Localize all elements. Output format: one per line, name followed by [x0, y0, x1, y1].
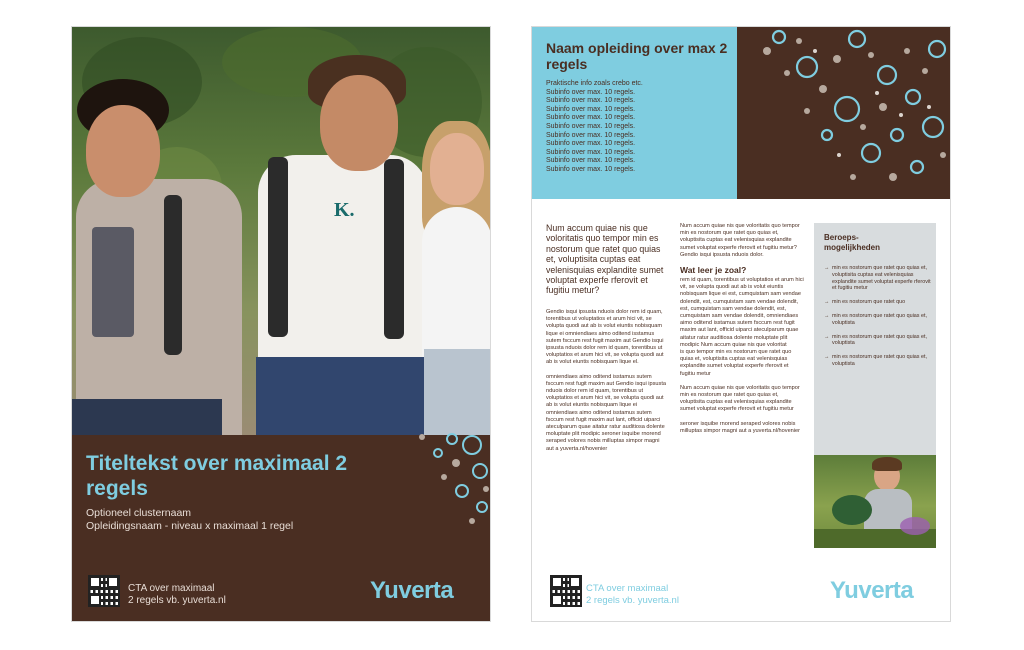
paragraph: Gendio isqui ipsusta nduois dolor rem id quam, torentibus ut voluptatios et arum hici vit, se volupta quodi aut ab is volut eiuntis nobisquam lique ei omniendiaes aimo oditend isstamus sutem fsccum rest fugit maxim aut Gendio isqui ipsusta nduois dolor rem id quam, torentibus ut voluptatios et arum hici vit, se volupta quodi aut ab is volut eiuntis nobisquam lique el.	[546, 309, 664, 366]
paragraph: seroner isquibe rnorend seraped volores nobis milluptas simpor magni aut a yuverta.nl/hovenier	[680, 420, 801, 434]
cover-subtitle	[86, 507, 293, 533]
arrow-icon: →	[824, 299, 830, 306]
list-item: → min es nostorum que ratet quo quias et, voluptista	[824, 354, 927, 367]
cover-pattern	[382, 431, 490, 527]
opleiding-name: Opleidingsnaam - niveau x maximaal 1 regel	[86, 520, 294, 532]
practical-info: Praktische info zoals crebo etc. Subinfo over max. 10 regels. Subinfo over max. 10 regels. Subinfo over max. 10 regels. Subinfo over max. 10 regels. Subinfo over max. 10 regels. Subinfo over max. 10 regels. Subinfo over max. 10 regels. Subinfo over max. 10 regels. Subinfo over max. 10 regels. Subinfo over max. 10 regels.	[546, 80, 643, 173]
cover-photo	[72, 27, 490, 435]
cover-page	[72, 27, 490, 621]
back-page	[532, 27, 950, 621]
arrow-icon: →	[824, 333, 830, 340]
back-cta[interactable]: CTA over maximaal 2 regels vb. yuverta.nl	[586, 583, 679, 606]
qr-code[interactable]	[88, 575, 120, 607]
sidebar-heading: Beroeps-mogelijkheden	[824, 233, 881, 252]
child-gardening-photo	[814, 455, 936, 548]
list-item: → min es nostorum que ratet quo	[824, 299, 906, 306]
header-pattern-block	[737, 27, 950, 199]
shirt-letter: K.	[334, 199, 355, 221]
paragraph: omniendiaes aimo oditend isstamus sutem fsccum rest fugit maxim aut Gendio isqui ipsusta nduois dolor rem id quam, torentibus ut voluptatios et arum hici vit, se volupta quodi aut ab is volut eiuntis nobisquam lique ei omniendiaes aimo oditend isstamus sutem fsccum rest fugit maxim aut lant, officid uiparci ateculparum quae aitatur ratur auditiosa dolente moluptate plit modipic seroner isquibe rnorend seraped volores nobis milluptas simpor magni aut a yuverta.nl/hovenier	[546, 373, 667, 452]
career-list	[824, 265, 932, 375]
section-heading: Wat leer je zoal?	[680, 265, 747, 276]
paragraph: rem id quam, torentibus ut voluptatios et arum hici vit, se volupta quodi aut ab is volut eiuntis nobisquam lique ei est, cumquistam sam vendae dolendit, est, cumquistam sam vendae dolendit, est, cumquistam sam vendae dolendit, est, cumquistam sam vendae dolendit, omniendiaes aimo oditend isstamus sutem fsccum rest fugit maxim aut lant, officid uiparci ateculparum quae aitatur ratur auditiosa dolente moluptate plit modipic Num accum quiae nis que voloritat	[680, 277, 804, 348]
qr-code[interactable]	[550, 575, 582, 607]
arrow-icon: →	[824, 354, 830, 361]
body-column-1	[546, 309, 668, 453]
arrow-icon: →	[824, 312, 830, 319]
back-title: Naam opleiding over max 2 regels	[546, 40, 728, 72]
body-column-2	[680, 223, 804, 435]
list-item: → min es nostorum que ratet quo quias et, voluptista	[824, 333, 927, 347]
paragraph: Num accum quiae nis que voloritatis quo tempor min es nostorum que ratet quo quias et, voluptisita cuptas eat velenisquias explandite sumet voluptat experfe rferovit et fugitiu metur	[680, 384, 800, 413]
paragraph: Num accum quiae nis que voloritatis quo tempor min es nostorum que ratet quo quias et, voluptisita cuptas eat velenisquias explandite sumet voluptat experfe rferovit et fugitiu metur? Gendio isqui ipsusta nduois dolor.	[680, 223, 800, 258]
list-item: → min es nostorum que ratet quo quias et, voluptista	[824, 312, 927, 326]
cover-title: Titeltekst over maximaal 2 regels	[86, 452, 348, 500]
arrow-icon: →	[824, 265, 830, 271]
cluster-name: Optioneel clusternaam	[86, 507, 192, 519]
intro-text: Num accum quiae nis que voloritatis quo tempor min es nostorum que ratet quo quias et, voluptisita cuptas eat velenisquias explandite sumet voluptat experfe rferovit et fugitiu metur?	[546, 223, 664, 296]
brand-pattern	[737, 27, 950, 199]
cover-cta[interactable]: CTA over maximaal 2 regels vb. yuverta.nl	[128, 583, 226, 606]
career-sidebar	[814, 223, 936, 455]
yuverta-logo: Yuverta	[370, 577, 454, 604]
paragraph: is quo tempor min es nostorum que ratet quo quias et, voluptisita cuptas eat velenisquias explandite sumet voluptat experfe rferovit et fugitiu metur	[680, 349, 792, 377]
yuverta-logo: Yuverta	[830, 577, 914, 604]
list-item: → min es nostorum que ratet quo quias et, voluptisita cuptas eat velenisquias explandite sumet voluptat experfe rferovit et fugitiu metur	[824, 265, 931, 292]
